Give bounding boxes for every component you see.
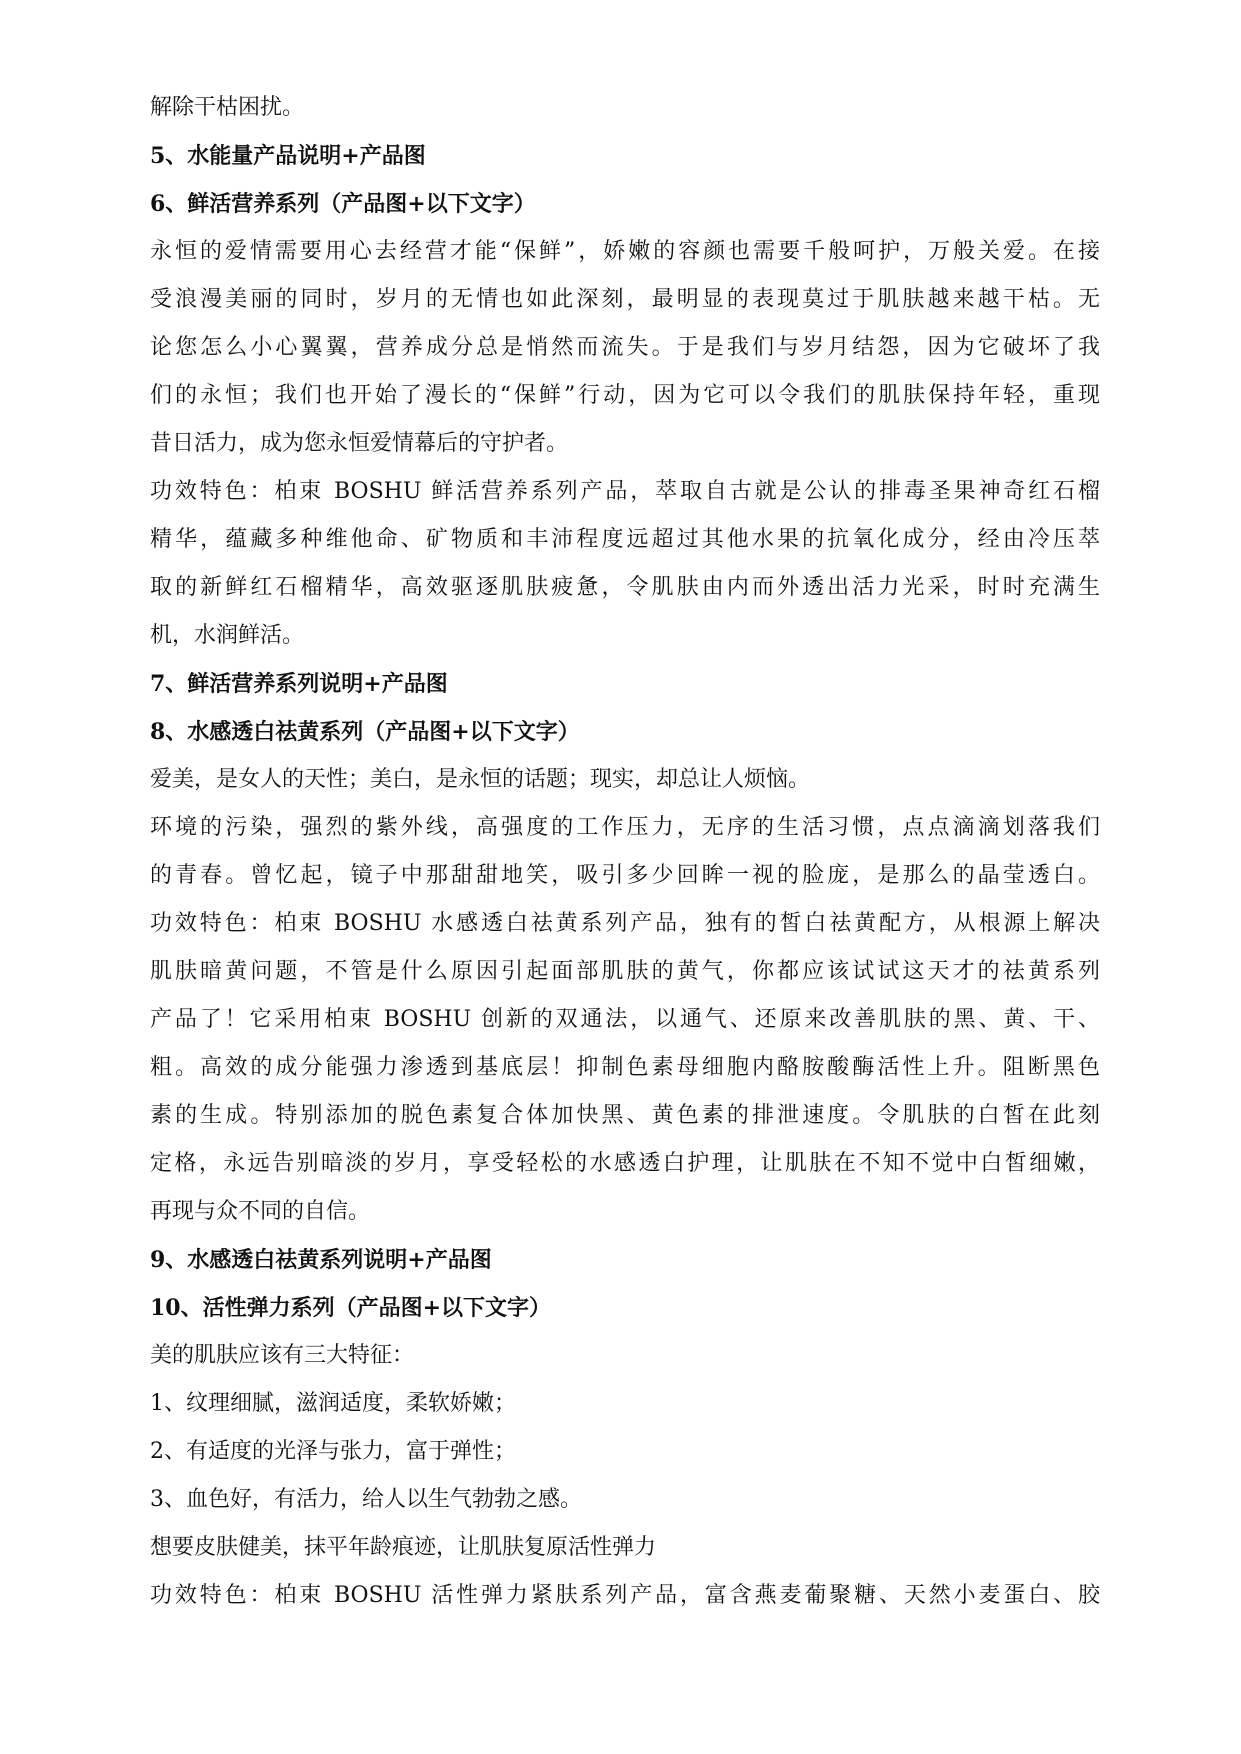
section-heading: 6、鲜活营养系列（产品图+以下文字） [150,191,536,217]
text-line: 环境的污染，强烈的紫外线，高强度的工作压力，无序的生活习惯，点点滴滴划落我们 [150,815,1100,840]
section-heading: 5、水能量产品说明+产品图 [150,143,426,169]
text-line: 精华，蕴藏多种维他命、矿物质和丰沛程度远超过其他水果的抗氧化成分，经由冷压萃 [150,527,1100,552]
text-line: 3、血色好，有活力，给人以生气勃勃之感。 [150,1487,582,1512]
section-heading: 9、水感透白祛黄系列说明+产品图 [150,1247,492,1273]
text-line: 定格，永远告别暗淡的岁月，享受轻松的水感透白护理，让肌肤在不知不觉中白皙细嫩， [150,1151,1100,1176]
text-line: 功效特色：柏束 BOSHU 鲜活营养系列产品，萃取自古就是公认的排毒圣果神奇红石榴 [150,479,1100,504]
text-line: 论您怎么小心翼翼，营养成分总是悄然而流失。于是我们与岁月结怨，因为它破坏了我 [150,335,1100,360]
text-line: 想要皮肤健美，抹平年龄痕迹，让肌肤复原活性弹力 [150,1535,657,1560]
text-line: 解除干枯困扰。 [150,95,305,120]
text-line: 产品了！它采用柏束 BOSHU 创新的双通法，以通气、还原来改善肌肤的黑、黄、干、 [150,1007,1100,1032]
text-line: 昔日活力，成为您永恒爱情幕后的守护者。 [150,431,569,456]
text-line: 受浪漫美丽的同时，岁月的无情也如此深刻，最明显的表现莫过于肌肤越来越干枯。无 [150,287,1100,312]
document-page [150,84,1100,1620]
text-line: 2、有适度的光泽与张力，富于弹性； [150,1439,516,1464]
text-line: 取的新鲜红石榴精华，高效驱逐肌肤疲惫，令肌肤由内而外透出活力光采，时时充满生 [150,575,1100,600]
text-line: 永恒的爱情需要用心去经营才能“保鲜”，娇嫩的容颜也需要千般呵护，万般关爱。在接 [150,239,1100,264]
text-line: 1、纹理细腻，滋润适度，柔软娇嫩； [150,1391,516,1416]
text-line: 再现与众不同的自信。 [150,1199,371,1224]
text-line: 的青春。曾忆起，镜子中那甜甜地笑，吸引多少回眸一视的脸庞，是那么的晶莹透白。 [150,863,1100,888]
text-line: 功效特色：柏束 BOSHU 水感透白祛黄系列产品，独有的皙白祛黄配方，从根源上解决 [150,911,1100,936]
section-heading: 7、鲜活营养系列说明+产品图 [150,671,448,697]
text-line: 功效特色：柏束 BOSHU 活性弹力紧肤系列产品，富含燕麦葡聚糖、天然小麦蛋白、胶 [150,1583,1100,1608]
text-line: 素的生成。特别添加的脱色素复合体加快黑、黄色素的排泄速度。令肌肤的白皙在此刻 [150,1103,1100,1128]
section-heading: 10、活性弹力系列（产品图+以下文字） [150,1295,552,1321]
text-line: 粗。高效的成分能强力渗透到基底层！抑制色素母细胞内酪胺酸酶活性上升。阻断黑色 [150,1055,1100,1080]
text-line: 美的肌肤应该有三大特征： [150,1343,415,1368]
text-line: 爱美，是女人的天性；美白，是永恒的话题；现实，却总让人烦恼。 [150,767,811,792]
text-line: 肌肤暗黄问题，不管是什么原因引起面部肌肤的黄气，你都应该试试这天才的祛黄系列 [150,959,1100,984]
text-line: 机，水润鲜活。 [150,623,305,648]
text-line: 们的永恒；我们也开始了漫长的“保鲜”行动，因为它可以令我们的肌肤保持年轻，重现 [150,383,1100,408]
section-heading: 8、水感透白祛黄系列（产品图+以下文字） [150,719,580,745]
